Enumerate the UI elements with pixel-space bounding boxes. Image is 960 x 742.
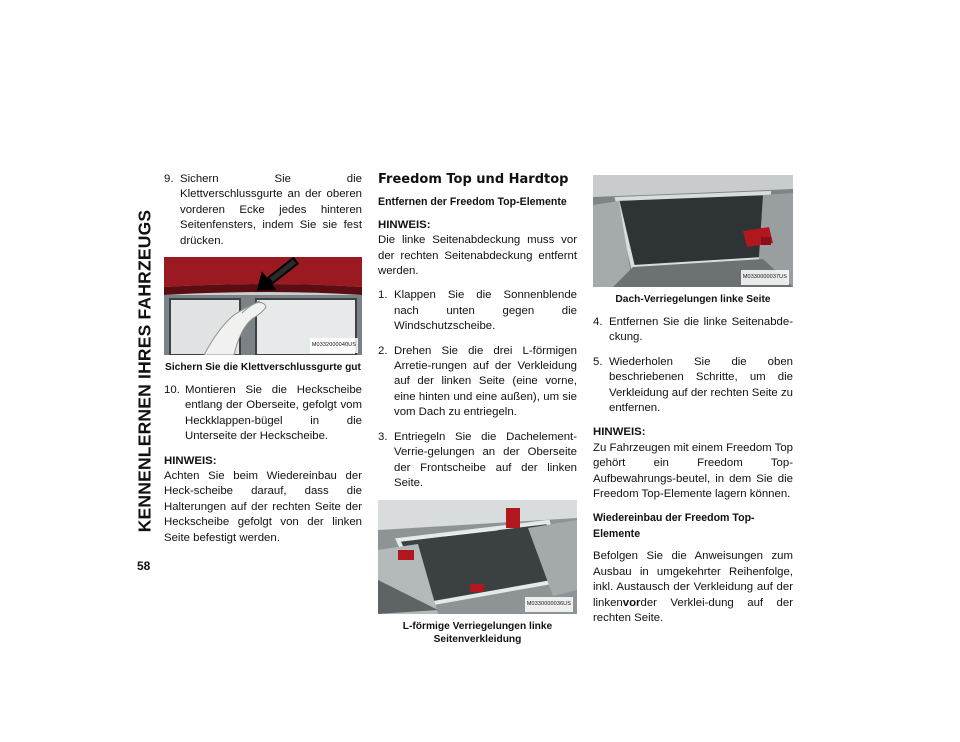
step-number: 5. [593, 355, 603, 368]
page-number: 58 [137, 559, 151, 573]
figure-l-latches [378, 500, 577, 614]
subheading: Wiedereinbau der Freedom Top-Elemente [593, 512, 755, 540]
figure-code: M0332000040US [310, 338, 358, 353]
note-text: Die linke Seitenabdeckung muss vor der rechten Seitenabdeckung entfernt werden. [378, 234, 577, 278]
step-text: Drehen Sie die drei L-förmigen Arretie-rungen auf der Verkleidung auf der linken Seite (eine vorne, eine hinten und eine außen), um sie vom Dach zu entriegeln. [394, 344, 577, 419]
step-9 [164, 172, 362, 249]
step-4 [593, 315, 793, 346]
step-number: 9. [164, 173, 174, 185]
figure-code: M0330000036US [525, 597, 573, 612]
step-number: 4. [593, 316, 603, 328]
step-10 [164, 383, 362, 445]
step-1 [378, 288, 577, 334]
step-number: 10. [164, 384, 180, 397]
figure-caption: Dach-Verriegelungen linke Seite [615, 294, 771, 305]
step-text: Sichern Sie die Klettverschlussgurte an der oberen vorderen Ecke jedes hinteren Seitenfensters, indem Sie sie fest drücken. [180, 173, 362, 247]
note-text: Zu Fahrzeugen mit einem Freedom Top gehört ein Freedom Top-Aufbewahrungs-beutel, in dem Sie die Freedom Top-Elemente lagern können. [593, 441, 793, 501]
note-label: HINWEIS: [593, 426, 646, 439]
reinstall-text-emphasis: vor [622, 596, 641, 609]
column-2 [378, 172, 577, 655]
note-label: HINWEIS: [164, 454, 217, 467]
column-3 [593, 175, 793, 635]
step-number: 2. [378, 344, 388, 357]
column-1 [164, 172, 362, 555]
figure-caption: Sichern Sie die Klettverschlussgurte gut [165, 362, 361, 374]
figure-velcro-straps [164, 257, 362, 355]
step-text: Entriegeln Sie die Dachelement-Verrie-gelungen an der Oberseite der Frontscheibe auf der linken Seite. [394, 430, 577, 489]
step-text: Entfernen Sie die linke Seitenabde-ckung. [609, 316, 793, 344]
step-text: Wiederholen Sie die oben beschriebenen Schritte, um die Verkleidung auf der rechten Seite zu entfernen. [609, 355, 793, 415]
subheading: Entfernen der Freedom Top-Elemente [378, 196, 567, 209]
reinstall-paragraph [593, 549, 793, 626]
step-3 [378, 430, 577, 492]
note-label: HINWEIS: [378, 218, 431, 231]
step-number: 3. [378, 430, 388, 443]
step-text: Montieren Sie die Heckscheibe entlang der Oberseite, gefolgt vom Heckklappen-bügel in die Unterseite der Heckscheibe. [185, 384, 362, 443]
note-text: Achten Sie beim Wiedereinbau der Heck-scheibe darauf, dass die Halterungen auf der rechten Seite der Heckscheibe gefolgt von der linken Seite befestigt werden. [164, 470, 362, 544]
reinstall-text-start: Befolgen Sie die Anweisungen zum Ausbau in umgekehrter Reihenfolge, inkl. Austausch der Verkleidung auf der linken [593, 550, 793, 609]
figure-caption: L-förmige Verriegelungen linke Seitenverkleidung [402, 621, 553, 646]
side-chapter-title [128, 175, 162, 567]
figure-roof-latches [593, 175, 793, 287]
step-5 [593, 355, 793, 417]
step-text: Klappen Sie die Sonnenblende nach unten gegen die Windschutzscheibe. [394, 289, 577, 333]
reinstall-text-end: der Verklei-dung auf der rechten Seite. [593, 596, 793, 624]
step-number: 1. [378, 289, 388, 302]
section-heading: Freedom Top und Hardtop [378, 172, 569, 187]
step-2 [378, 344, 577, 421]
side-chapter-title-text: KENNENLERNEN IHRES FAHRZEUGS [134, 209, 155, 533]
figure-code: M0330000037US [741, 270, 789, 285]
